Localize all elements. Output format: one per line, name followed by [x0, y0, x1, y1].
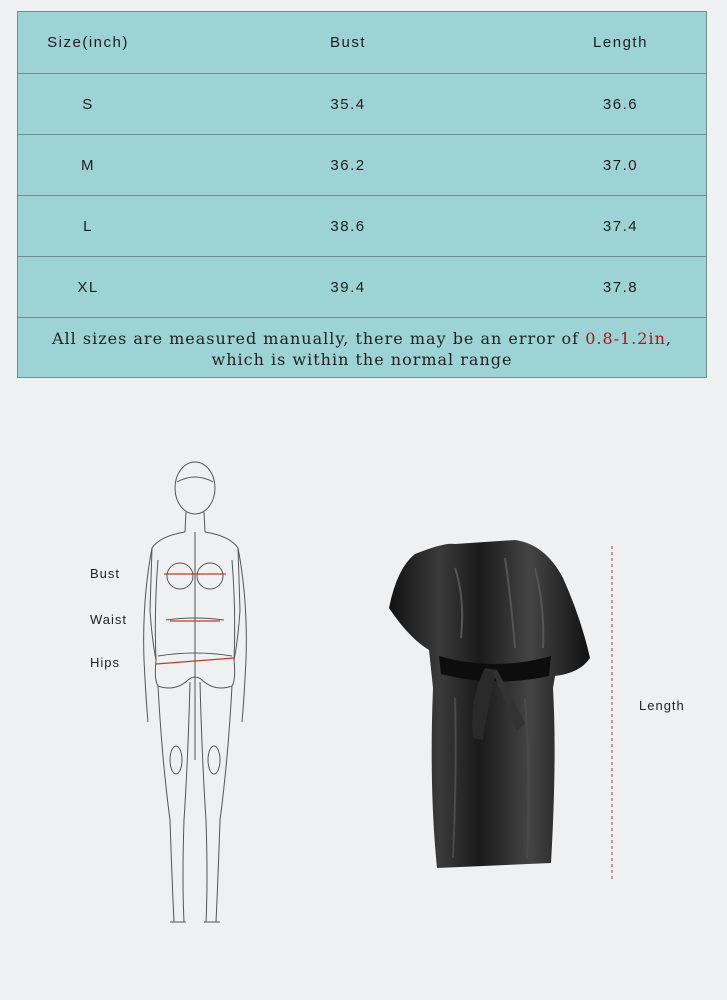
- bust-cell: 35.4: [330, 95, 366, 113]
- size-cell: S: [82, 95, 94, 113]
- header-bust: Bust: [329, 34, 366, 51]
- bust-cell: 39.4: [330, 278, 366, 296]
- header-length: Length: [593, 34, 648, 51]
- table-row: [18, 196, 706, 257]
- size-cell: XL: [77, 278, 99, 296]
- bust-cell: 38.6: [330, 217, 366, 235]
- table-row: [18, 257, 706, 318]
- error-range: 0.8-1.2in: [585, 328, 666, 348]
- table-row: [18, 135, 706, 196]
- size-chart-table: [17, 11, 707, 378]
- header-size: Size(inch): [47, 34, 129, 51]
- length-cell: 37.4: [602, 217, 639, 235]
- body-measurement-figure: [130, 460, 260, 930]
- note-line-1: [52, 328, 672, 349]
- note-line-2: which is within the normal range: [211, 349, 513, 369]
- waist-label: Waist: [90, 612, 128, 627]
- table-header-row: [18, 12, 706, 74]
- hips-label: Hips: [90, 655, 121, 670]
- note-text: All sizes are measured manually, there may be an error of: [51, 328, 586, 348]
- length-cell: 36.6: [602, 95, 639, 113]
- bust-label: Bust: [90, 566, 121, 581]
- size-cell: L: [83, 217, 93, 235]
- figure-head: [175, 462, 215, 514]
- measurement-note: [18, 318, 706, 379]
- note-comma: ,: [665, 328, 672, 348]
- bust-cell: 36.2: [330, 156, 366, 174]
- table-row: [18, 74, 706, 135]
- length-cell: 37.0: [602, 156, 639, 174]
- dress-product-image: [385, 538, 595, 870]
- length-measure-line: [608, 546, 616, 880]
- length-cell: 37.8: [602, 278, 639, 296]
- length-label: Length: [639, 698, 685, 713]
- size-cell: M: [81, 156, 95, 174]
